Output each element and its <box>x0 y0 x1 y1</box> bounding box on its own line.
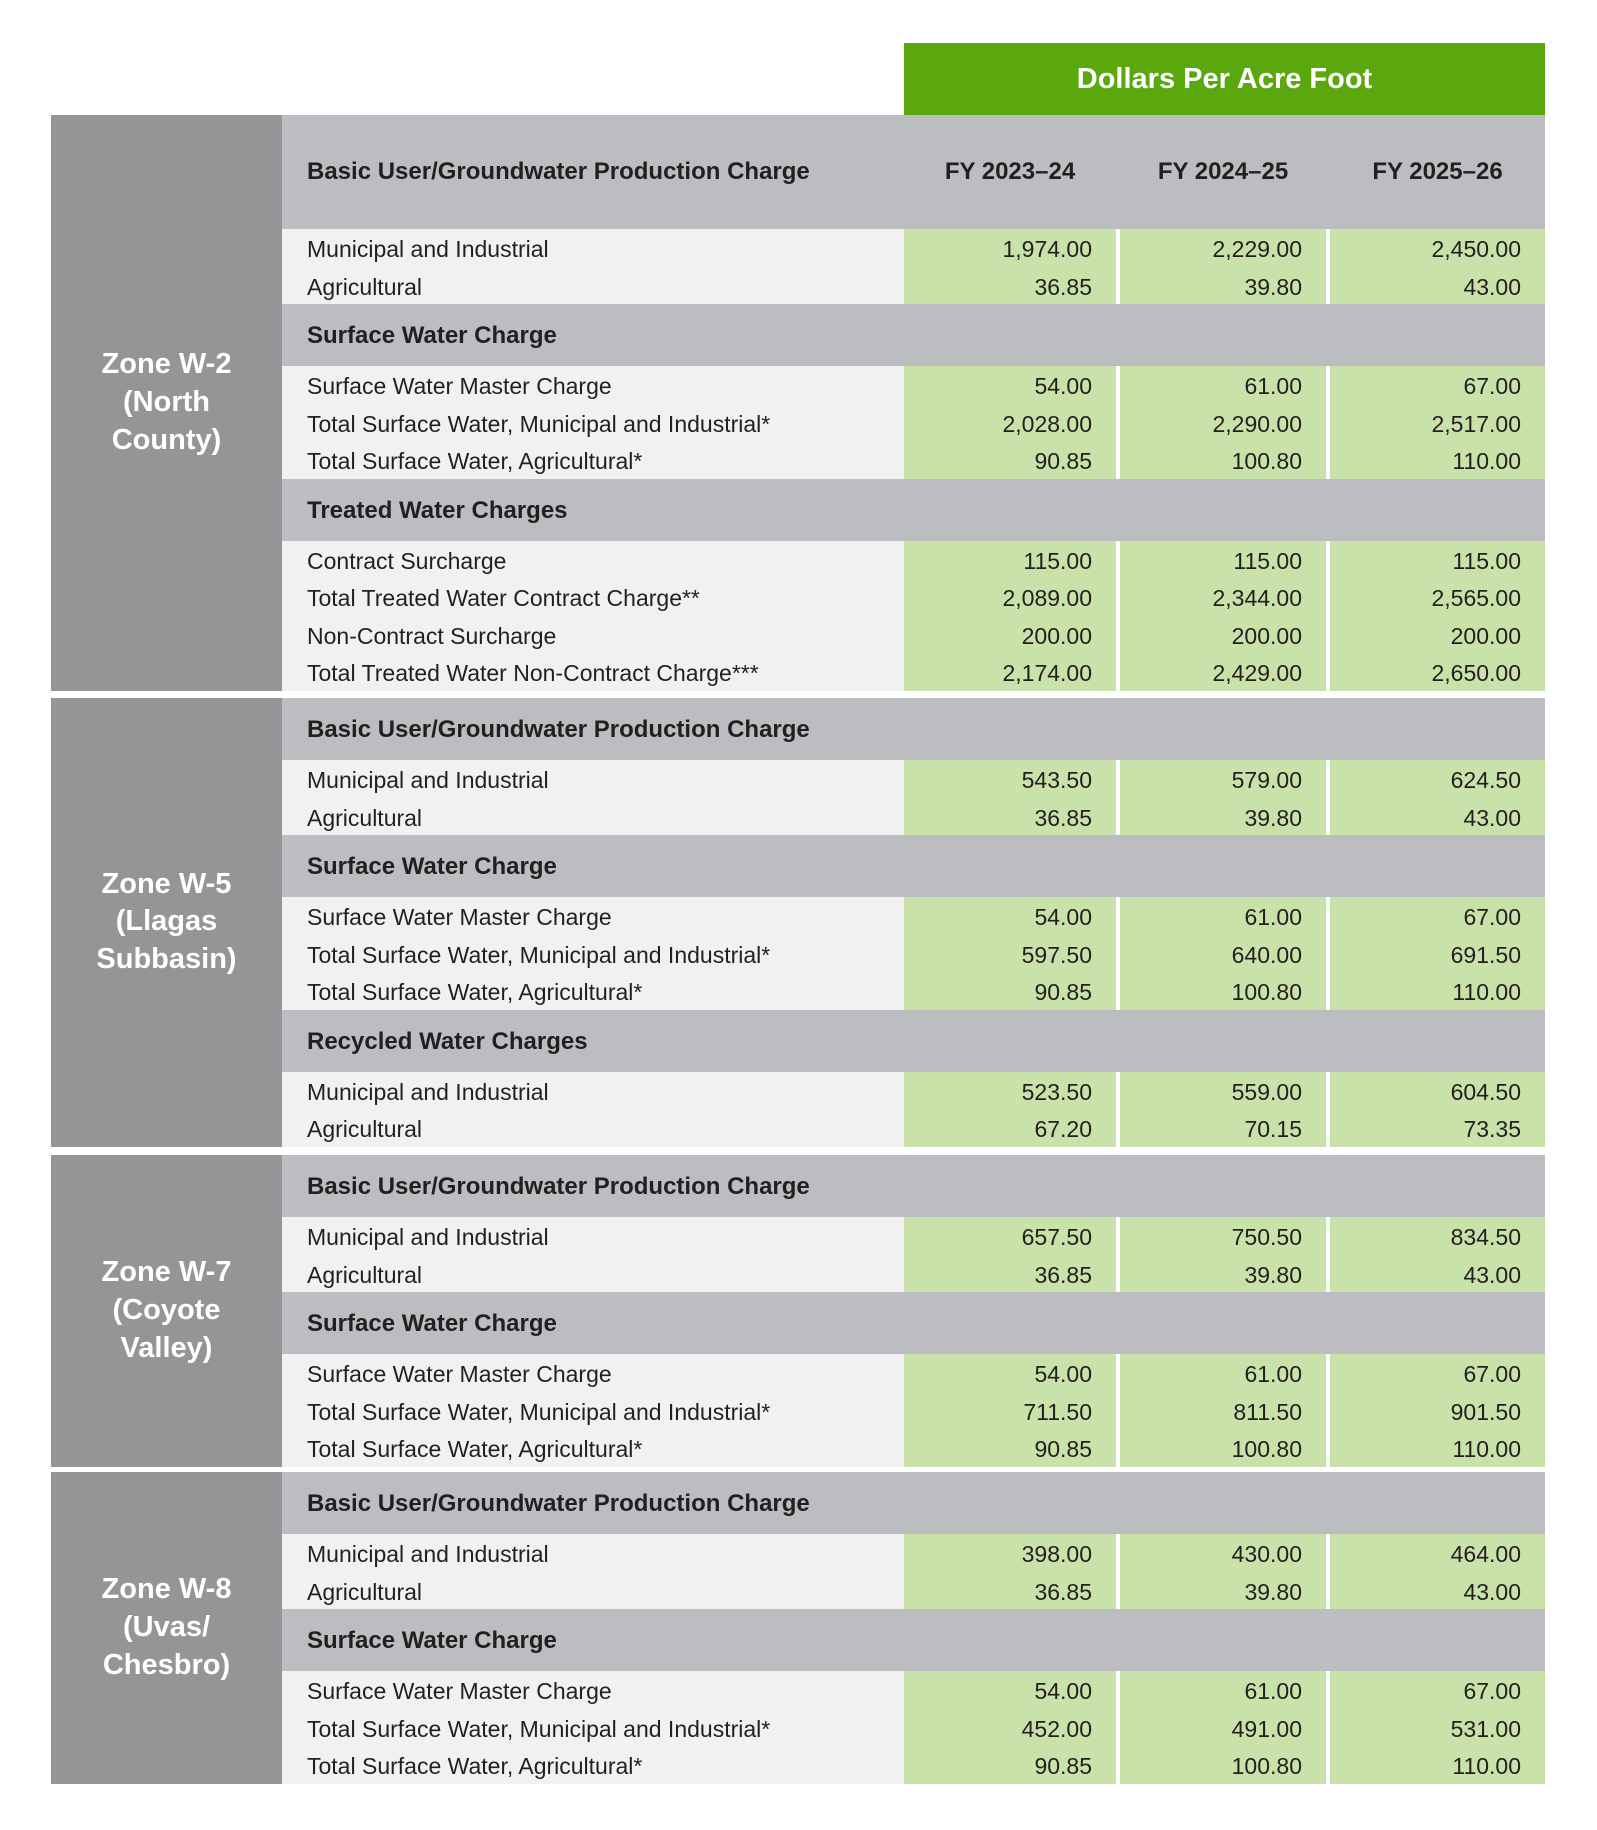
row-label: Surface Water Master Charge <box>307 1678 612 1704</box>
row-label: Total Surface Water, Municipal and Industrial* <box>307 1398 771 1425</box>
zone-name-line: Subbasin) <box>96 943 237 976</box>
value-cell: 115.00 <box>1023 547 1092 574</box>
year-header-3: FY 2025–26 <box>1372 158 1503 185</box>
value-cell: 750.50 <box>1231 1224 1302 1250</box>
row-label: Municipal and Industrial <box>307 1224 549 1250</box>
value-cell: 36.85 <box>1034 1578 1092 1605</box>
value-cell: 2,517.00 <box>1431 410 1521 437</box>
row-label: Surface Water Master Charge <box>307 1361 612 1387</box>
value-cell: 39.80 <box>1244 1261 1302 1288</box>
year-header-2: FY 2024–25 <box>1157 158 1289 185</box>
group-header-title: Surface Water Charge <box>307 1310 557 1337</box>
value-cell: 2,450.00 <box>1431 236 1521 262</box>
group-header-title: Surface Water Charge <box>307 1627 557 1654</box>
value-cell: 604.50 <box>1450 1078 1521 1105</box>
group-header-title: Basic User/Groundwater Production Charge <box>307 716 810 743</box>
value-cell: 54.00 <box>1034 904 1092 930</box>
group-header-title: Surface Water Charge <box>307 322 557 349</box>
value-cell: 115.00 <box>1452 547 1521 574</box>
group-header-title: Basic User/Groundwater Production Charge <box>307 1490 810 1517</box>
row-label: Total Surface Water, Municipal and Industrial* <box>307 941 771 968</box>
value-cell: 67.00 <box>1463 1361 1521 1387</box>
value-cell: 43.00 <box>1463 273 1521 300</box>
value-cell: 100.80 <box>1231 1753 1302 1779</box>
zone-name <box>102 1571 232 1684</box>
zone-name-line: (Llagas <box>115 905 218 938</box>
value-cell: 200.00 <box>1021 622 1092 649</box>
year-header-1: FY 2023–24 <box>944 158 1076 185</box>
value-cell: 452.00 <box>1021 1715 1092 1742</box>
value-cell: 543.50 <box>1021 767 1092 793</box>
value-cell: 100.80 <box>1231 448 1302 474</box>
zone-name-cell <box>51 115 282 691</box>
value-cell: 2,028.00 <box>1002 410 1092 437</box>
group-header-title: Basic User/Groundwater Production Charge <box>307 1173 810 1200</box>
row-label: Total Surface Water, Agricultural* <box>307 1753 643 1779</box>
row-label: Municipal and Industrial <box>307 236 549 262</box>
zone-name-line: County) <box>111 423 222 456</box>
group-header-title: Surface Water Charge <box>307 853 557 880</box>
value-cell: 1,974.00 <box>1002 236 1092 262</box>
value-cell: 36.85 <box>1034 1261 1092 1288</box>
value-cell: 398.00 <box>1021 1541 1092 1567</box>
zone-name-line: Chesbro) <box>102 1648 231 1681</box>
column-header-title: Basic User/Groundwater Production Charge <box>307 158 810 185</box>
value-cell: 2,650.00 <box>1431 660 1521 686</box>
zone-name-cell <box>51 1155 282 1467</box>
value-cell: 115.00 <box>1233 547 1302 574</box>
row-label: Total Surface Water, Agricultural* <box>307 448 643 474</box>
value-cell: 559.00 <box>1231 1078 1302 1105</box>
zone-name-cell <box>51 698 282 1147</box>
value-cell: 54.00 <box>1034 1678 1092 1704</box>
row-label: Total Surface Water, Municipal and Industrial* <box>307 410 771 437</box>
value-cell: 691.50 <box>1450 941 1521 968</box>
row-label: Agricultural <box>307 1116 423 1142</box>
value-cell: 2,429.00 <box>1212 660 1302 686</box>
row-label: Agricultural <box>307 1261 423 1288</box>
value-cell: 657.50 <box>1021 1224 1092 1250</box>
row-label: Municipal and Industrial <box>307 1078 549 1105</box>
value-cell: 2,174.00 <box>1002 660 1092 686</box>
value-cell: 597.50 <box>1021 941 1092 968</box>
row-label: Non-Contract Surcharge <box>307 622 557 649</box>
value-cell: 36.85 <box>1034 804 1092 831</box>
value-cell: 39.80 <box>1244 1578 1302 1605</box>
value-cell: 43.00 <box>1463 1578 1521 1605</box>
zone-name <box>96 866 236 979</box>
value-cell: 67.00 <box>1463 904 1521 930</box>
value-cell: 901.50 <box>1450 1398 1521 1425</box>
row-label: Agricultural <box>307 273 423 300</box>
zone-name-line: Zone W-2 <box>101 348 232 381</box>
row-label: Total Surface Water, Agricultural* <box>307 1436 643 1462</box>
value-cell: 110.00 <box>1452 1436 1521 1462</box>
zone-name-line: (Coyote <box>112 1293 221 1326</box>
value-cell: 200.00 <box>1450 622 1521 649</box>
value-cell: 39.80 <box>1244 273 1302 300</box>
value-cell: 61.00 <box>1244 1678 1302 1704</box>
value-cell: 2,565.00 <box>1431 585 1521 611</box>
value-cell: 491.00 <box>1231 1715 1302 1742</box>
value-cell: 43.00 <box>1463 1261 1521 1288</box>
value-cell: 2,344.00 <box>1212 585 1302 611</box>
value-cell: 110.00 <box>1452 979 1521 1005</box>
value-cell: 624.50 <box>1450 767 1521 793</box>
row-label: Agricultural <box>307 804 423 831</box>
value-cell: 834.50 <box>1450 1224 1521 1250</box>
group-header-title: Recycled Water Charges <box>307 1027 588 1055</box>
value-cell: 2,089.00 <box>1002 585 1092 611</box>
value-cell: 100.80 <box>1231 979 1302 1005</box>
row-label: Total Surface Water, Municipal and Industrial* <box>307 1715 771 1742</box>
value-cell: 90.85 <box>1034 979 1092 1005</box>
value-cell: 2,290.00 <box>1212 410 1302 437</box>
row-label: Surface Water Master Charge <box>307 904 612 930</box>
table-banner: Dollars Per Acre Foot <box>904 43 1545 115</box>
value-cell: 39.80 <box>1244 804 1302 831</box>
value-cell: 531.00 <box>1450 1715 1521 1742</box>
value-cell: 90.85 <box>1034 448 1092 474</box>
value-cell: 61.00 <box>1244 373 1302 399</box>
value-cell: 43.00 <box>1463 804 1521 831</box>
value-cell: 90.85 <box>1034 1753 1092 1779</box>
row-label: Agricultural <box>307 1578 423 1605</box>
zone-name-cell <box>51 1472 282 1784</box>
row-label: Surface Water Master Charge <box>307 373 612 399</box>
value-cell: 640.00 <box>1231 941 1302 968</box>
value-cell: 61.00 <box>1244 1361 1302 1387</box>
value-cell: 67.00 <box>1463 373 1521 399</box>
group-header-title: Treated Water Charges <box>307 496 568 524</box>
zone-name-line: Zone W-7 <box>101 1256 232 1289</box>
value-cell: 61.00 <box>1244 904 1302 930</box>
value-cell: 811.50 <box>1233 1398 1302 1425</box>
value-cell: 90.85 <box>1034 1436 1092 1462</box>
value-cell: 430.00 <box>1231 1541 1302 1567</box>
value-cell: 110.00 <box>1452 1753 1521 1779</box>
zone-name <box>102 1254 232 1367</box>
zone-name-line: Valley) <box>120 1331 213 1364</box>
value-cell: 100.80 <box>1231 1436 1302 1462</box>
zone-name <box>102 346 232 459</box>
value-cell: 110.00 <box>1452 448 1521 474</box>
value-cell: 54.00 <box>1034 373 1092 399</box>
zone-name-line: Zone W-5 <box>101 867 232 900</box>
zone-name-line: Zone W-8 <box>101 1573 232 1606</box>
value-cell: 36.85 <box>1034 273 1092 300</box>
row-label: Municipal and Industrial <box>307 767 549 793</box>
value-cell: 464.00 <box>1450 1541 1521 1567</box>
value-cell: 67.20 <box>1034 1116 1092 1142</box>
value-cell: 54.00 <box>1034 1361 1092 1387</box>
row-label: Total Surface Water, Agricultural* <box>307 979 643 1005</box>
value-cell: 67.00 <box>1463 1678 1521 1704</box>
row-label: Contract Surcharge <box>307 547 507 574</box>
value-cell: 579.00 <box>1231 767 1302 793</box>
row-label: Total Treated Water Non-Contract Charge*** <box>307 660 759 686</box>
value-cell: 711.50 <box>1023 1398 1092 1425</box>
value-cell: 200.00 <box>1231 622 1302 649</box>
value-cell: 523.50 <box>1021 1078 1092 1105</box>
value-cell: 73.35 <box>1463 1116 1521 1142</box>
zone-name-line: (North <box>123 385 210 418</box>
row-label: Municipal and Industrial <box>307 1541 549 1567</box>
value-cell: 70.15 <box>1244 1116 1302 1142</box>
row-label: Total Treated Water Contract Charge** <box>307 585 700 611</box>
value-cell: 2,229.00 <box>1212 236 1302 262</box>
zone-name-line: (Uvas/ <box>122 1610 211 1643</box>
